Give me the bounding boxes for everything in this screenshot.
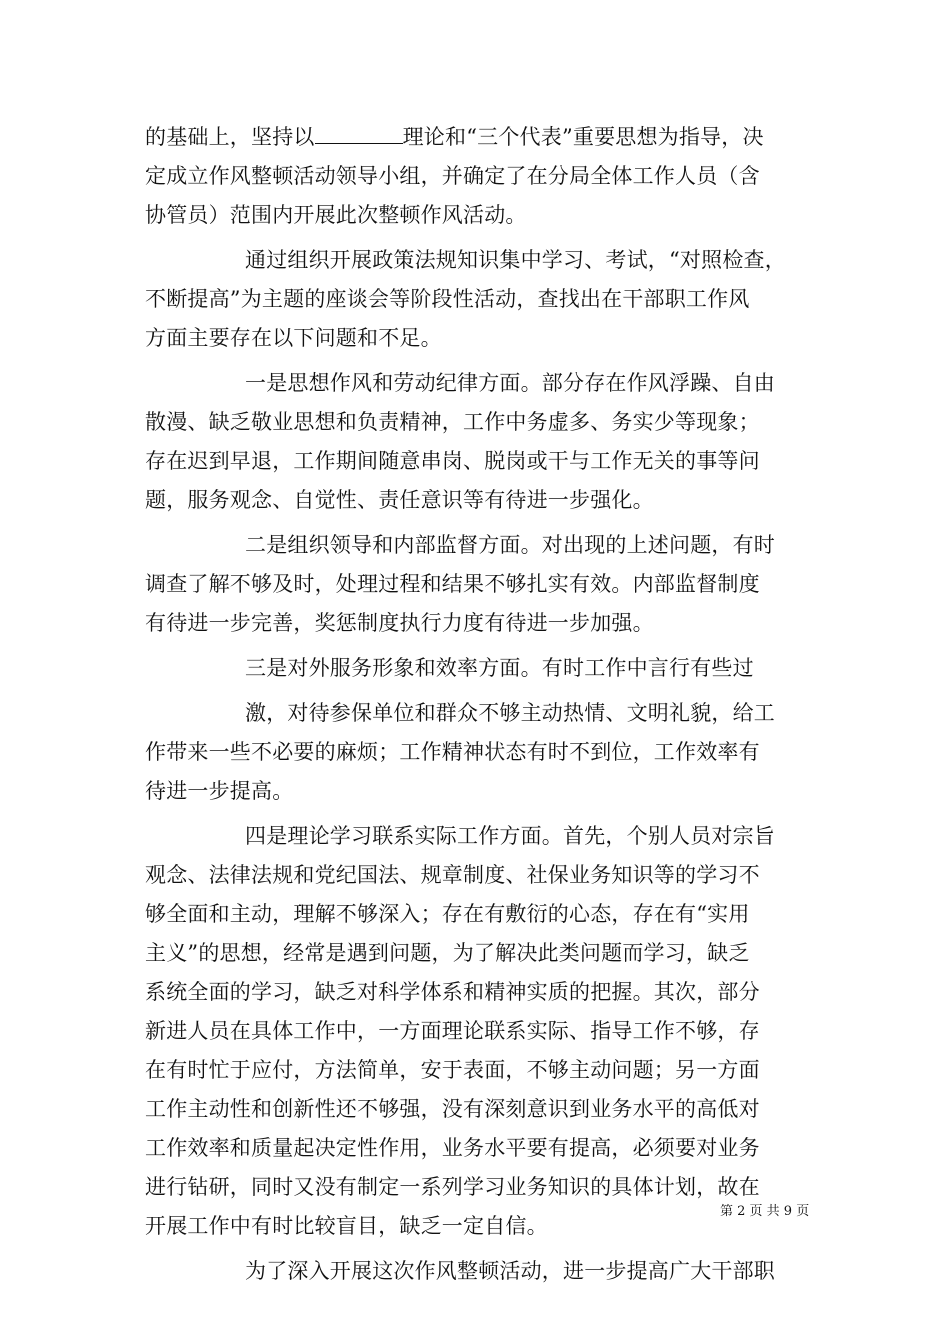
text-segment: 理论和“三个代表”重要思想为指导，决: [402, 125, 764, 149]
text-line: 开展工作中有时比较盲目，缺乏一定自信。: [145, 1214, 548, 1238]
text-line: 协管员）范围内开展此次整顿作风活动。: [145, 203, 527, 227]
text-segment: 的基础上，坚持以: [145, 125, 315, 149]
text-line: 二是组织领导和内部监督方面。对出现的上述问题，有时: [245, 533, 775, 557]
text-line: 有待进一步完善，奖惩制度执行力度有待进一步加强。: [145, 611, 654, 635]
text-line: 够全面和主动，理解不够深入；存在有敷衍的心态，存在有“实用: [145, 902, 750, 926]
text-line: 散漫、缺乏敬业思想和负责精神，工作中务虚多、务实少等现象；: [145, 410, 760, 434]
paragraph: [145, 526, 815, 643]
text-line: 方面主要存在以下问题和不足。: [145, 326, 442, 350]
text-line: 工作效率和质量起决定性作用，业务水平要有提高，必须要对业务: [145, 1136, 760, 1160]
text-line: 观念、法律法规和党纪国法、规章制度、社保业务知识等的学习不: [145, 863, 760, 887]
text-line: 不断提高”为主题的座谈会等阶段性活动，查找出在干部职工作风: [145, 287, 750, 311]
text-line: 调查了解不够及时，处理过程和结果不够扎实有效。内部监督制度: [145, 572, 760, 596]
text-line: 在有时忙于应付，方法简单，安于表面，不够主动问题；另一方面: [145, 1058, 760, 1082]
text-line: 一是思想作风和劳动纪律方面。部分存在作风浮躁、自由: [245, 371, 775, 395]
paragraph: [145, 364, 815, 520]
text-line: [145, 118, 815, 157]
text-line: 四是理论学习联系实际工作方面。首先，个别人员对宗旨: [245, 824, 775, 848]
text-line: 激，对待参保单位和群众不够主动热情、文明礼貌，给工: [245, 701, 775, 725]
paragraph: [145, 1252, 815, 1291]
text-line: 定成立作风整顿活动领导小组，并确定了在分局全体工作人员（含: [145, 164, 760, 188]
page-number-footer: 第 2 页 共 9 页: [720, 1204, 810, 1219]
text-line: 题，服务观念、自觉性、责任意识等有待进一步强化。: [145, 488, 654, 512]
paragraph: [145, 817, 815, 1246]
paragraph: [145, 694, 815, 811]
document-body: [145, 118, 815, 1291]
text-line: 存在迟到早退，工作期间随意串岗、脱岗或干与工作无关的事等问: [145, 449, 760, 473]
text-line: 进行钻研，同时又没有制定一系列学习业务知识的具体计划，故在: [145, 1175, 760, 1199]
paragraph: [145, 649, 815, 688]
text-line: 待进一步提高。: [145, 779, 294, 803]
text-line: 通过组织开展政策法规知识集中学习、考试，“对照检查，: [245, 248, 786, 272]
text-line: 作带来一些不必要的麻烦；工作精神状态有时不到位，工作效率有: [145, 740, 760, 764]
text-line: 三是对外服务形象和效率方面。有时工作中言行有些过: [245, 656, 754, 680]
text-line: 为了深入开展这次作风整顿活动，进一步提高广大干部职: [245, 1259, 775, 1283]
text-line: 系统全面的学习，缺乏对科学体系和精神实质的把握。其次，部分: [145, 980, 760, 1004]
paragraph: [145, 118, 815, 235]
fill-in-blank: [315, 121, 403, 144]
text-line: 主义”的思想，经常是遇到问题，为了解决此类问题而学习，缺乏: [145, 941, 750, 965]
text-line: 新进人员在具体工作中，一方面理论联系实际、指导工作不够，存: [145, 1019, 760, 1043]
paragraph: [145, 241, 815, 358]
text-line: 工作主动性和创新性还不够强，没有深刻意识到业务水平的高低对: [145, 1097, 760, 1121]
